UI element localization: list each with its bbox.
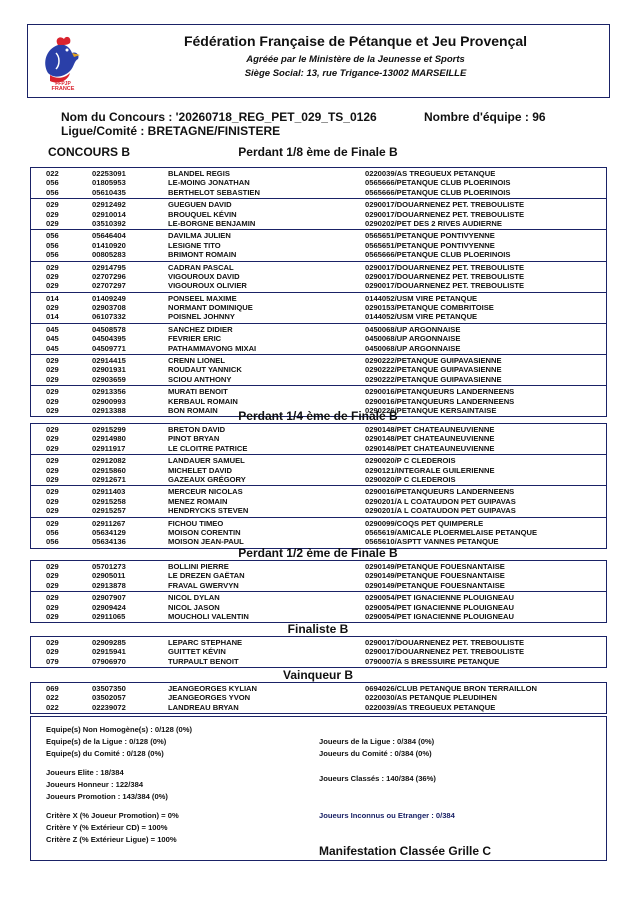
player-row bbox=[31, 178, 606, 187]
player-row bbox=[31, 303, 606, 312]
player-name: MENEZ ROMAIN bbox=[168, 496, 228, 506]
club-name: 0220030/AS PETANQUE PLEUDIHEN bbox=[365, 693, 497, 703]
licence-number: 01410920 bbox=[92, 240, 126, 250]
licence-number: 02903708 bbox=[92, 303, 126, 313]
player-row bbox=[31, 210, 606, 219]
licence-number: 02911403 bbox=[92, 487, 126, 497]
player-row bbox=[31, 272, 606, 281]
club-name: 0565666/PETANQUE CLUB PLOERINOIS bbox=[365, 250, 511, 260]
licence-number: 02912492 bbox=[92, 200, 126, 210]
player-name: LESIGNE TITO bbox=[168, 240, 221, 250]
dept-code: 029 bbox=[46, 271, 59, 281]
licence-number: 02913388 bbox=[92, 405, 126, 415]
stage-table bbox=[30, 560, 607, 623]
player-row bbox=[31, 200, 606, 209]
stat-non-homogene: Equipe(s) Non Homogène(s) : 0/128 (0%) bbox=[46, 725, 192, 734]
player-row bbox=[31, 528, 606, 537]
licence-number: 05634136 bbox=[92, 537, 126, 547]
club-name: 0290149/PETANQUE FOUESNANTAISE bbox=[365, 571, 505, 581]
team-group bbox=[31, 199, 606, 230]
player-name: CRENN LIONEL bbox=[168, 356, 225, 366]
licence-number: 05610435 bbox=[92, 187, 126, 197]
licence-number: 02915299 bbox=[92, 425, 126, 434]
stat-critere-y: Critère Y (% Extérieur CD) = 100% bbox=[46, 823, 168, 832]
dept-code: 029 bbox=[46, 647, 59, 657]
dept-code: 045 bbox=[46, 343, 59, 353]
club-name: 0290020/P C CLEDEROIS bbox=[365, 456, 456, 466]
club-name: 0290226/PETANQUE KERSAINTAISE bbox=[365, 405, 497, 415]
player-row bbox=[31, 263, 606, 272]
team-group bbox=[31, 486, 606, 517]
stage-table bbox=[30, 423, 607, 549]
club-name: 0565666/PETANQUE CLUB PLOERINOIS bbox=[365, 178, 511, 188]
licence-number: 02239072 bbox=[92, 702, 126, 712]
licence-number: 02913878 bbox=[92, 580, 126, 590]
club-name: 0290222/PETANQUE GUIPAVASIENNE bbox=[365, 374, 502, 384]
licence-number: 05701273 bbox=[92, 562, 126, 571]
licence-number: 04508578 bbox=[92, 324, 126, 334]
federation-address: Siège Social: 13, rue Trigance-13002 MARSEILLE bbox=[244, 68, 467, 79]
player-row bbox=[31, 519, 606, 528]
team-group bbox=[31, 592, 606, 622]
club-name: 0790007/A S BRESSUIRE PETANQUE bbox=[365, 656, 500, 666]
stage-heading: Perdant 1/2 ème de Finale B bbox=[238, 546, 398, 560]
player-row bbox=[31, 334, 606, 343]
dept-code: 029 bbox=[46, 518, 59, 528]
team-group bbox=[31, 293, 606, 324]
licence-number: 02911065 bbox=[92, 611, 126, 621]
dept-code: 056 bbox=[46, 537, 59, 547]
licence-number: 02909424 bbox=[92, 602, 126, 612]
dept-code: 029 bbox=[46, 593, 59, 603]
dept-code: 069 bbox=[46, 684, 59, 693]
club-name: 0290201/A L COATAUDON PET GUIPAVAS bbox=[365, 496, 516, 506]
club-name: 0565651/PETANQUE PONTIVYENNE bbox=[365, 240, 495, 250]
licence-number: 03510392 bbox=[92, 218, 126, 228]
player-name: TURPAULT BENOIT bbox=[168, 656, 239, 666]
player-row bbox=[31, 325, 606, 334]
club-name: 0290017/DOUARNENEZ PET. TREBOULISTE bbox=[365, 647, 525, 657]
club-name: 0220039/AS TREGUEUX PETANQUE bbox=[365, 169, 496, 178]
club-name: 0290099/COQS PET QUIMPERLE bbox=[365, 518, 484, 528]
stat-equipe-ligue: Equipe(s) de la Ligue : 0/128 (0%) bbox=[46, 737, 167, 746]
licence-number: 02909285 bbox=[92, 638, 126, 647]
player-row bbox=[31, 466, 606, 475]
dept-code: 029 bbox=[46, 303, 59, 313]
licence-number: 02907907 bbox=[92, 593, 126, 603]
dept-code: 029 bbox=[46, 638, 59, 647]
club-name: 0290148/PET CHATEAUNEUVIENNE bbox=[365, 425, 495, 434]
player-row bbox=[31, 638, 606, 647]
dept-code: 079 bbox=[46, 656, 59, 666]
team-group bbox=[31, 324, 606, 355]
team-group bbox=[31, 637, 606, 667]
licence-number: 01805953 bbox=[92, 178, 126, 188]
licence-number: 02915257 bbox=[92, 506, 126, 516]
player-name: NICOL JASON bbox=[168, 602, 220, 612]
licence-number: 02901931 bbox=[92, 365, 126, 375]
licence-number: 02915860 bbox=[92, 465, 126, 475]
player-row bbox=[31, 397, 606, 406]
club-name: 0290149/PETANQUE FOUESNANTAISE bbox=[365, 580, 505, 590]
dept-code: 029 bbox=[46, 281, 59, 291]
team-group bbox=[31, 262, 606, 293]
dept-code: 029 bbox=[46, 443, 59, 453]
licence-number: 02915941 bbox=[92, 647, 126, 657]
dept-code: 022 bbox=[46, 702, 59, 712]
player-name: PONSEEL MAXIME bbox=[168, 293, 237, 303]
player-row bbox=[31, 387, 606, 396]
licence-number: 02911917 bbox=[92, 443, 126, 453]
player-row bbox=[31, 693, 606, 702]
licence-number: 02910014 bbox=[92, 209, 126, 219]
club-name: 0565666/PETANQUE CLUB PLOERINOIS bbox=[365, 187, 511, 197]
dept-code: 029 bbox=[46, 456, 59, 466]
club-name: 0290017/DOUARNENEZ PET. TREBOULISTE bbox=[365, 281, 525, 291]
club-name: 0290121/INTEGRALE GUILERIENNE bbox=[365, 465, 495, 475]
dept-code: 045 bbox=[46, 324, 59, 334]
club-name: 0290054/PET IGNACIENNE PLOUIGNEAU bbox=[365, 611, 514, 621]
club-name: 0144052/USM VIRE PETANQUE bbox=[365, 312, 478, 322]
dept-code: 029 bbox=[46, 356, 59, 366]
concours-label: CONCOURS B bbox=[48, 145, 131, 159]
licence-number: 02914980 bbox=[92, 434, 126, 444]
team-count: Nombre d'équipe : 96 bbox=[424, 110, 546, 124]
licence-number: 02903659 bbox=[92, 374, 126, 384]
player-name: BROUQUEL KÉVIN bbox=[168, 209, 237, 219]
dept-code: 056 bbox=[46, 250, 59, 260]
stat-joueurs-comite: Joueurs du Comité : 0/384 (0%) bbox=[319, 749, 432, 758]
statistics-box bbox=[30, 716, 607, 861]
licence-number: 04509771 bbox=[92, 343, 126, 353]
stage-heading: Finaliste B bbox=[287, 622, 349, 636]
licence-number: 02913356 bbox=[92, 387, 126, 397]
licence-number: 02912082 bbox=[92, 456, 126, 466]
player-row bbox=[31, 188, 606, 197]
player-name: JEANGEORGES YVON bbox=[168, 693, 251, 703]
dept-code: 056 bbox=[46, 187, 59, 197]
stage-heading: Perdant 1/4 ème de Finale B bbox=[238, 409, 398, 423]
team-group bbox=[31, 355, 606, 386]
dept-code: 029 bbox=[46, 465, 59, 475]
player-name: LE-BORGNE BENJAMIN bbox=[168, 218, 256, 228]
stat-promotion: Joueurs Promotion : 143/384 (0%) bbox=[46, 792, 168, 801]
club-name: 0144052/USM VIRE PETANQUE bbox=[365, 293, 478, 303]
player-name: FEVRIER ERIC bbox=[168, 334, 222, 344]
player-name: MOISON JEAN-PAUL bbox=[168, 537, 244, 547]
club-name: 0290148/PET CHATEAUNEUVIENNE bbox=[365, 434, 495, 444]
club-name: 0290149/PETANQUE FOUESNANTAISE bbox=[365, 562, 505, 571]
player-row bbox=[31, 657, 606, 666]
stat-critere-z: Critère Z (% Extérieur Ligue) = 100% bbox=[46, 835, 177, 844]
club-name: 0290020/P C CLEDEROIS bbox=[365, 474, 456, 484]
player-name: BERTHELOT SEBASTIEN bbox=[168, 187, 260, 197]
player-name: HENDRYCKS STEVEN bbox=[168, 506, 249, 516]
ligue-comite: Ligue/Comité : BRETAGNE/FINISTERE bbox=[61, 124, 281, 138]
club-name: 0290016/PETANQUEURS LANDERNEENS bbox=[365, 487, 515, 497]
player-row bbox=[31, 356, 606, 365]
player-row bbox=[31, 365, 606, 374]
player-name: GAZEAUX GRÉGORY bbox=[168, 474, 246, 484]
player-row bbox=[31, 281, 606, 290]
svg-text:FFPJP: FFPJP bbox=[55, 81, 71, 87]
player-row bbox=[31, 703, 606, 712]
player-name: LANDAUER SAMUEL bbox=[168, 456, 245, 466]
licence-number: 00805283 bbox=[92, 250, 126, 260]
player-name: NICOL DYLAN bbox=[168, 593, 220, 603]
player-row bbox=[31, 231, 606, 240]
player-row bbox=[31, 375, 606, 384]
player-name: BRIMONT ROMAIN bbox=[168, 250, 237, 260]
federation-subtitle: Agréée par le Ministère de la Jeunesse et Sports bbox=[246, 54, 465, 65]
player-name: SCIOU ANTHONY bbox=[168, 374, 232, 384]
dept-code: 029 bbox=[46, 396, 59, 406]
player-name: FICHOU TIMEO bbox=[168, 518, 224, 528]
player-name: LE DREZEN GAËTAN bbox=[168, 571, 245, 581]
player-row bbox=[31, 434, 606, 443]
player-name: BOLLINI PIERRE bbox=[168, 562, 229, 571]
licence-number: 07906970 bbox=[92, 656, 126, 666]
dept-code: 029 bbox=[46, 387, 59, 397]
dept-code: 029 bbox=[46, 487, 59, 497]
licence-number: 03502057 bbox=[92, 693, 126, 703]
stat-honneur: Joueurs Honneur : 122/384 bbox=[46, 780, 144, 789]
player-row bbox=[31, 456, 606, 465]
stat-classes: Joueurs Classés : 140/384 (36%) bbox=[319, 774, 436, 783]
club-name: 0290153/PETANQUE COMBRITOISE bbox=[365, 303, 494, 313]
player-name: BLANDEL REGIS bbox=[168, 169, 230, 178]
concours-name: Nom du Concours : '20260718_REG_PET_029_TS_0126 bbox=[61, 110, 377, 124]
player-name: LE CLOITRE PATRICE bbox=[168, 443, 248, 453]
player-name: JEANGEORGES KYLIAN bbox=[168, 684, 258, 693]
licence-number: 02915258 bbox=[92, 496, 126, 506]
dept-code: 029 bbox=[46, 474, 59, 484]
manifestation-classee: Manifestation Classée Grille C bbox=[319, 844, 492, 858]
dept-code: 022 bbox=[46, 169, 59, 178]
player-row bbox=[31, 169, 606, 178]
dept-code: 029 bbox=[46, 200, 59, 210]
player-name: BRETON DAVID bbox=[168, 425, 226, 434]
player-name: LEPARC STEPHANE bbox=[168, 638, 243, 647]
club-name: 0290016/PETANQUEURS LANDERNEENS bbox=[365, 387, 515, 397]
player-row bbox=[31, 294, 606, 303]
licence-number: 02912671 bbox=[92, 474, 126, 484]
player-name: MERCEUR NICOLAS bbox=[168, 487, 243, 497]
dept-code: 029 bbox=[46, 209, 59, 219]
licence-number: 02707297 bbox=[92, 281, 126, 291]
dept-code: 029 bbox=[46, 374, 59, 384]
player-row bbox=[31, 562, 606, 571]
dept-code: 029 bbox=[46, 506, 59, 516]
dept-code: 029 bbox=[46, 262, 59, 272]
svg-text:FRANCE: FRANCE bbox=[51, 86, 75, 91]
stat-elite: Joueurs Elite : 18/384 bbox=[46, 768, 124, 777]
player-row bbox=[31, 344, 606, 353]
player-row bbox=[31, 444, 606, 453]
dept-code: 029 bbox=[46, 434, 59, 444]
concours-info bbox=[61, 110, 546, 124]
dept-code: 014 bbox=[46, 312, 59, 322]
player-name: FRAVAL GWERVYN bbox=[168, 580, 239, 590]
club-name: 0450068/UP ARGONNAISE bbox=[365, 334, 461, 344]
club-name: 0290222/PETANQUE GUIPAVASIENNE bbox=[365, 365, 502, 375]
club-name: 0290222/PETANQUE GUIPAVASIENNE bbox=[365, 356, 502, 366]
stat-critere-x: Critère X (% Joueur Promotion) = 0% bbox=[46, 811, 179, 820]
player-name: CADRAN PASCAL bbox=[168, 262, 234, 272]
player-name: BON ROMAIN bbox=[168, 405, 218, 415]
player-name: PATHAMMAVONG MIXAI bbox=[168, 343, 257, 353]
player-name: GUITTET KÉVIN bbox=[168, 647, 226, 657]
player-name: MOISON CORENTIN bbox=[168, 527, 241, 537]
club-name: 0565610/ASPTT VANNES PETANQUE bbox=[365, 537, 499, 547]
dept-code: 029 bbox=[46, 425, 59, 434]
team-group bbox=[31, 424, 606, 455]
player-name: GUEGUEN DAVID bbox=[168, 200, 232, 210]
player-name: DAVILMA JULIEN bbox=[168, 231, 231, 241]
club-name: 0290017/DOUARNENEZ PET. TREBOULISTE bbox=[365, 271, 525, 281]
stage-table bbox=[30, 636, 607, 668]
dept-code: 056 bbox=[46, 240, 59, 250]
player-name: LE-MOING JONATHAN bbox=[168, 178, 250, 188]
stat-inconnus: Joueurs Inconnus ou Etranger : 0/384 bbox=[319, 811, 455, 820]
federation-title: Fédération Française de Pétanque et Jeu Provençal bbox=[183, 33, 528, 49]
club-name: 0290201/A L COATAUDON PET GUIPAVAS bbox=[365, 506, 516, 516]
licence-number: 02707296 bbox=[92, 271, 126, 281]
header bbox=[27, 24, 610, 98]
team-group bbox=[31, 455, 606, 486]
club-name: 0220039/AS TREGUEUX PETANQUE bbox=[365, 702, 496, 712]
club-name: 0450068/UP ARGONNAISE bbox=[365, 324, 461, 334]
licence-number: 02253091 bbox=[92, 169, 126, 178]
team-group bbox=[31, 168, 606, 199]
player-name: LANDREAU BRYAN bbox=[168, 702, 239, 712]
dept-code: 014 bbox=[46, 293, 59, 303]
player-row bbox=[31, 241, 606, 250]
player-name: ROUDAUT YANNICK bbox=[168, 365, 242, 375]
team-group bbox=[31, 683, 606, 713]
player-name: VIGOUROUX DAVID bbox=[168, 271, 240, 281]
licence-number: 05634129 bbox=[92, 527, 126, 537]
player-row bbox=[31, 497, 606, 506]
player-row bbox=[31, 647, 606, 656]
licence-number: 04504395 bbox=[92, 334, 126, 344]
player-row bbox=[31, 571, 606, 580]
licence-number: 05646404 bbox=[92, 231, 126, 241]
licence-number: 02914795 bbox=[92, 262, 126, 272]
player-row bbox=[31, 581, 606, 590]
dept-code: 029 bbox=[46, 580, 59, 590]
club-name: 0290054/PET IGNACIENNE PLOUIGNEAU bbox=[365, 593, 514, 603]
player-name: MURATI BENOIT bbox=[168, 387, 228, 397]
player-name: VIGOUROUX OLIVIER bbox=[168, 281, 247, 291]
dept-code: 029 bbox=[46, 611, 59, 621]
player-row bbox=[31, 612, 606, 621]
club-name: 0290017/DOUARNENEZ PET. TREBOULISTE bbox=[365, 209, 525, 219]
licence-number: 01409249 bbox=[92, 293, 126, 303]
licence-number: 02900993 bbox=[92, 396, 126, 406]
club-name: 0290202/PET DES 2 RIVES AUDIERNE bbox=[365, 218, 502, 228]
player-name: KERBAUL ROMAIN bbox=[168, 396, 238, 406]
dept-code: 029 bbox=[46, 571, 59, 581]
club-name: 0565651/PETANQUE PONTIVYENNE bbox=[365, 231, 495, 241]
licence-number: 02911267 bbox=[92, 518, 126, 528]
stat-equipe-comite: Equipe(s) du Comité : 0/128 (0%) bbox=[46, 749, 164, 758]
club-name: 0290054/PET IGNACIENNE PLOUIGNEAU bbox=[365, 602, 514, 612]
licence-number: 06107332 bbox=[92, 312, 126, 322]
player-name: PINOT BRYAN bbox=[168, 434, 220, 444]
club-name: 0290017/DOUARNENEZ PET. TREBOULISTE bbox=[365, 638, 525, 647]
stat-joueurs-ligue: Joueurs de la Ligue : 0/384 (0%) bbox=[319, 737, 435, 746]
player-row bbox=[31, 684, 606, 693]
dept-code: 029 bbox=[46, 365, 59, 375]
club-name: 0290148/PET CHATEAUNEUVIENNE bbox=[365, 443, 495, 453]
player-row bbox=[31, 506, 606, 515]
player-name: MICHELET DAVID bbox=[168, 465, 232, 475]
dept-code: 029 bbox=[46, 218, 59, 228]
licence-number: 02914415 bbox=[92, 356, 126, 366]
player-row bbox=[31, 219, 606, 228]
player-row bbox=[31, 312, 606, 321]
stage-table bbox=[30, 682, 607, 714]
team-group bbox=[31, 230, 606, 261]
dept-code: 029 bbox=[46, 405, 59, 415]
stage-heading: Vainqueur B bbox=[282, 668, 353, 682]
player-name: POISNEL JOHNNY bbox=[168, 312, 235, 322]
team-group bbox=[31, 518, 606, 548]
player-row bbox=[31, 487, 606, 496]
dept-code: 022 bbox=[46, 693, 59, 703]
stage-table bbox=[30, 167, 607, 417]
player-row bbox=[31, 603, 606, 612]
club-name: 0290016/PETANQUEURS LANDERNEENS bbox=[365, 396, 515, 406]
licence-number: 03507350 bbox=[92, 684, 126, 693]
club-name: 0290017/DOUARNENEZ PET. TREBOULISTE bbox=[365, 200, 525, 210]
club-name: 0694026/CLUB PETANQUE BRON TERRAILLON bbox=[365, 684, 538, 693]
club-name: 0565619/AMICALE PLOERMELAISE PETANQUE bbox=[365, 527, 538, 537]
club-name: 0450068/UP ARGONNAISE bbox=[365, 343, 461, 353]
player-name: NORMANT DOMINIQUE bbox=[168, 303, 253, 313]
ffpjp-rooster-logo-icon bbox=[34, 33, 92, 91]
player-row bbox=[31, 250, 606, 259]
stage-heading: Perdant 1/8 ème de Finale B bbox=[238, 145, 398, 159]
dept-code: 029 bbox=[46, 562, 59, 571]
team-group bbox=[31, 561, 606, 592]
dept-code: 056 bbox=[46, 231, 59, 241]
player-row bbox=[31, 425, 606, 434]
player-name: MOUCHOLI VALENTIN bbox=[168, 611, 249, 621]
player-row bbox=[31, 593, 606, 602]
licence-number: 02905011 bbox=[92, 571, 126, 581]
player-row bbox=[31, 475, 606, 484]
dept-code: 029 bbox=[46, 496, 59, 506]
dept-code: 056 bbox=[46, 178, 59, 188]
dept-code: 029 bbox=[46, 602, 59, 612]
club-name: 0290017/DOUARNENEZ PET. TREBOULISTE bbox=[365, 262, 525, 272]
dept-code: 045 bbox=[46, 334, 59, 344]
player-name: SANCHEZ DIDIER bbox=[168, 324, 233, 334]
dept-code: 056 bbox=[46, 527, 59, 537]
